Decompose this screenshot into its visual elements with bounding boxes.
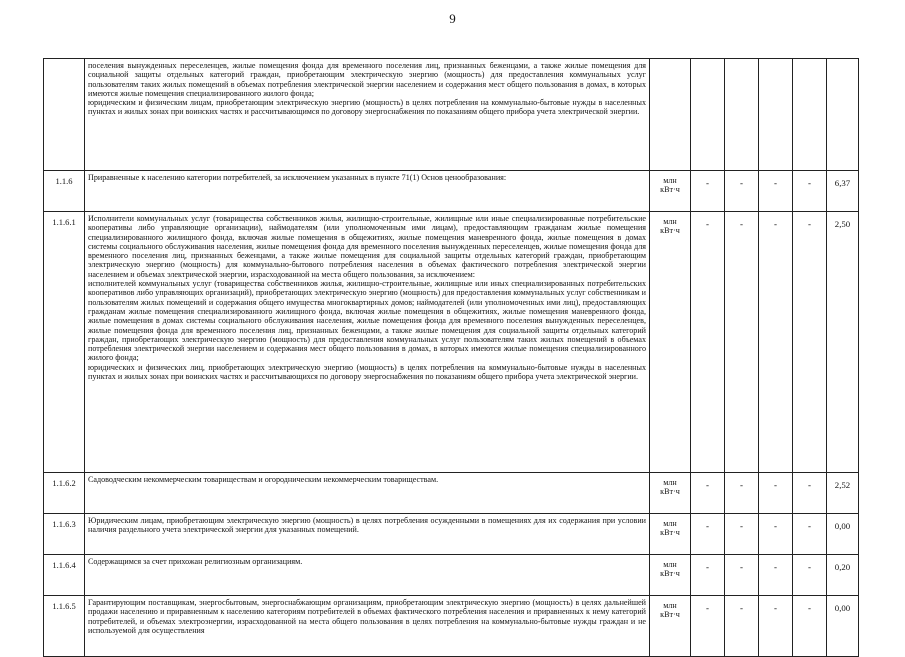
- row-value: 0,20: [827, 555, 859, 596]
- table-row: [44, 171, 859, 212]
- row-paragraph: Юридическим лицам, приобретающим электрическую энергию (мощность) в целях потребления осужденными в помещениях для их содержания при условии наличия раздельного учета электрической энергии для указанных помещений.: [88, 516, 646, 535]
- row-paragraph: Гарантирующим поставщикам, энергосбытовым, энергоснабжающим организациям, приобретающим электрическую энергию (мощность) в целях дальнейшей продажи населению и приравненным к населению категориям потребителей в объемах фактического потребления населения и приравненных к нему категорий потребителей, и объемах электроэнергии, израсходованной на места общего пользования в целях потребления на коммунально-бытовые нужды граждан и не используемой для осуществления: [88, 598, 646, 635]
- row-cell: -: [793, 473, 827, 514]
- table-row: [44, 514, 859, 555]
- row-cell: [691, 59, 725, 171]
- row-value: [827, 59, 859, 171]
- row-cell: -: [691, 555, 725, 596]
- row-description: [85, 514, 650, 555]
- row-unit: млн кВт·ч: [650, 212, 691, 473]
- row-unit: млн кВт·ч: [650, 596, 691, 657]
- row-value: 2,50: [827, 212, 859, 473]
- table-row: [44, 555, 859, 596]
- row-description: [85, 596, 650, 657]
- row-cell: -: [725, 596, 759, 657]
- row-cell: -: [725, 212, 759, 473]
- row-unit: млн кВт·ч: [650, 555, 691, 596]
- row-code: 1.1.6.2: [44, 473, 85, 514]
- row-description: [85, 59, 650, 171]
- row-paragraph: Садоводческим некоммерческим товариществам и огородническим некоммерческим товариществам.: [88, 475, 439, 484]
- row-cell: -: [759, 171, 793, 212]
- row-cell: [725, 59, 759, 171]
- row-paragraph: Содержащимся за счет прихожан религиозным организациям.: [88, 557, 303, 566]
- row-description: [85, 171, 650, 212]
- row-paragraph: юридических и физических лиц, приобретающих электрическую энергию (мощность) в целях потребления на коммунально-бытовые нужды в населенных пунктах и жилых зонах при воинских частях и рассчитывающихся по договору энергоснабжения по показаниям общего прибора учета электрической энергии.: [88, 362, 646, 382]
- row-unit: млн кВт·ч: [650, 514, 691, 555]
- tariff-table: [43, 58, 859, 657]
- row-value: 6,37: [827, 171, 859, 212]
- table-row: [44, 59, 859, 171]
- row-code: 1.1.6.3: [44, 514, 85, 555]
- row-cell: -: [691, 514, 725, 555]
- row-cell: -: [759, 473, 793, 514]
- row-cell: -: [691, 212, 725, 473]
- row-cell: -: [759, 555, 793, 596]
- row-cell: -: [793, 555, 827, 596]
- row-cell: -: [725, 473, 759, 514]
- row-paragraph: исполнителей коммунальных услуг (товарищества собственников жилья, жилищно-строительные, жилищные или иных специализированных потребительских кооперативов либо управляющих организаций), приобретающих электрическую энергию (мощность) для предоставления коммунальных услуг собственникам и пользователям жилых помещений и содержания общего имущества многоквартирных домов; наймодателей (или уполномоченных ими лиц), предоставляющих гражданам жилые помещения специализированного жилищного фонда, включая жилые помещения в общежитиях, жилые помещения маневренного фонда, жилые помещения в домах системы социального обслуживания населения, жилые помещения фонда для временного поселения вынужденных переселенцев, жилые помещения фонда для временного поселения лиц, признанных беженцами, а также жилые помещения для социальной защиты отдельных категорий граждан, приобретающих электрическую энергию (мощность) для предоставления коммунальных услуг пользователям таких жилых помещений в объемах потребления электрической энергии населением и содержания мест общего пользования в домах, в которых имеются жилые помещения специализированного жилого фонда;: [88, 279, 646, 363]
- row-cell: -: [759, 514, 793, 555]
- row-code: 1.1.6.5: [44, 596, 85, 657]
- row-unit: млн кВт·ч: [650, 171, 691, 212]
- row-unit: [650, 59, 691, 171]
- table-row: [44, 212, 859, 473]
- row-cell: -: [725, 514, 759, 555]
- row-value: 0,00: [827, 596, 859, 657]
- row-value: 0,00: [827, 514, 859, 555]
- row-description: [85, 212, 650, 473]
- page-number: 9: [449, 11, 456, 26]
- row-unit: млн кВт·ч: [650, 473, 691, 514]
- row-paragraph: Приравненные к населению категории потребителей, за исключением указанных в пункте 71(1) Основ ценообразования:: [88, 173, 507, 182]
- row-description: [85, 555, 650, 596]
- row-cell: [793, 59, 827, 171]
- row-description: [85, 473, 650, 514]
- row-paragraph: юридическим и физическим лицам, приобретающим электрическую энергию (мощность) в целях потребления на коммунально-бытовые нужды в населенных пунктах и жилых зонах при воинских частях и рассчитывающимся по договору энергоснабжения по показаниям общего прибора учета электрической энергии.: [88, 98, 646, 117]
- row-cell: -: [793, 212, 827, 473]
- row-paragraph: Исполнители коммунальных услуг (товарищества собственников жилья, жилищно-строительные, жилищные или иные специализированные потребительские кооперативы либо управляющие организации), наймодателям (или уполномоченным ими лицам), предоставляющим гражданам жилые помещения специализированного жилищного фонда, включая жилые помещения в общежитиях, жилые помещения маневренного фонда, жилые помещения в домах системы социального обслуживания населения, жилые помещения фонда для временного поселения вынужденных переселенцев, жилые помещения фонда для временного поселения лиц, признанных беженцами, а также жилые помещения для социальной защиты отдельных категорий граждан, приобретающим электрическую энергию (мощность) для коммунально-бытового потребления населения в объемах фактического потребления электрической энергии населением и объемах электрической энергии, израсходованной на места общего пользования, за исключением:: [88, 214, 646, 279]
- row-cell: -: [793, 596, 827, 657]
- row-code: 1.1.6.1: [44, 212, 85, 473]
- row-cell: -: [725, 171, 759, 212]
- row-cell: -: [691, 171, 725, 212]
- row-cell: -: [793, 171, 827, 212]
- row-cell: -: [759, 596, 793, 657]
- row-code: 1.1.6: [44, 171, 85, 212]
- table-row: [44, 596, 859, 657]
- row-cell: -: [793, 514, 827, 555]
- row-value: 2,52: [827, 473, 859, 514]
- row-paragraph: поселения вынужденных переселенцев, жилые помещения фонда для временного поселения лиц, признанных беженцами, а также жилые помещения для социальной защиты отдельных категорий граждан, приобретающим электрическую энергию (мощность) для предоставления коммунальных услуг пользователям таких жилых помещений в объемах потребления электрической энергии населением и содержания мест общего пользования в домах, в которых имеются жилые помещения специализированного жилого фонда;: [88, 61, 646, 98]
- row-cell: -: [691, 473, 725, 514]
- row-code: [44, 59, 85, 171]
- row-code: 1.1.6.4: [44, 555, 85, 596]
- row-cell: -: [759, 212, 793, 473]
- table-row: [44, 473, 859, 514]
- row-cell: -: [725, 555, 759, 596]
- row-cell: -: [691, 596, 725, 657]
- row-cell: [759, 59, 793, 171]
